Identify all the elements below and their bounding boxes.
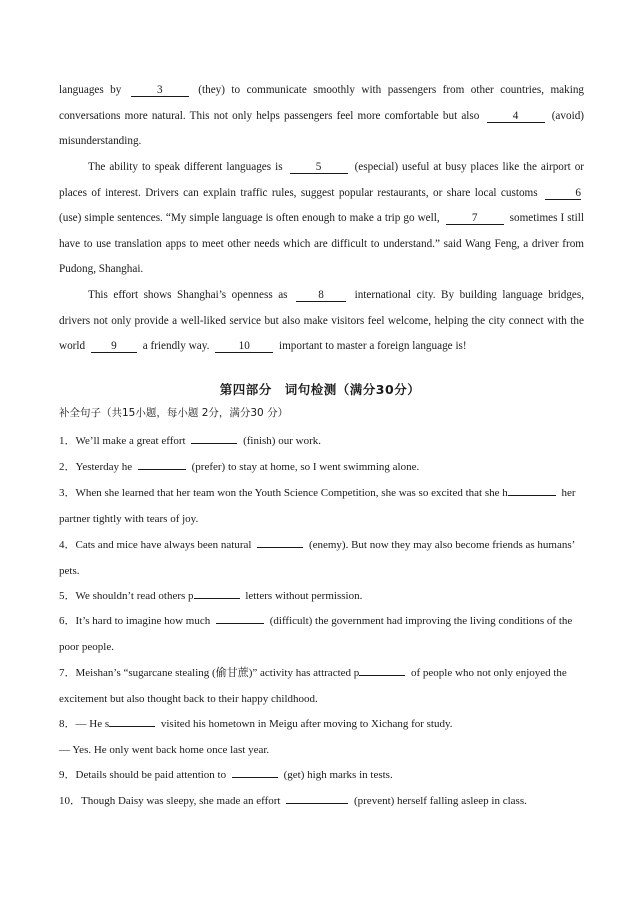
passage-text: The ability to speak different languages is [88, 161, 283, 173]
passage-paragraph-2 [59, 155, 584, 283]
question-text: (enemy). But now they may also become friends as humans’ pets. [59, 539, 575, 577]
answer-blank[interactable] [191, 433, 237, 444]
question-3 [59, 481, 584, 532]
blank-9[interactable]: 9 [91, 340, 137, 353]
question-text: We shouldn’t read others p [75, 590, 194, 602]
answer-blank[interactable] [109, 716, 155, 727]
question-5 [59, 584, 584, 610]
blank-8[interactable]: 8 [296, 289, 346, 302]
question-number: 5． [59, 590, 76, 602]
question-number: 4． [59, 539, 76, 551]
blank-6[interactable]: 6 [545, 187, 581, 200]
question-number: 1． [59, 435, 76, 447]
blank-10[interactable]: 10 [215, 340, 273, 353]
passage-text: This effort shows Shanghai’s openness as [88, 289, 288, 301]
question-text: When she learned that her team won the Youth Science Competition, she was so excited that she h [75, 487, 508, 499]
passage-text: (they) to communicate smoothly with passengers from other countries, making conversations more natural. This not only helps passengers feel more comfortable but also [59, 84, 585, 122]
question-number: 3． [59, 487, 76, 499]
question-10 [59, 789, 584, 815]
passage-text: important to master a foreign language is! [278, 340, 467, 353]
blank-3[interactable]: 3 [131, 84, 189, 97]
question-text: of people who not only enjoyed the excitement but also thought back to their happy childhood. [59, 667, 567, 705]
question-7 [59, 661, 584, 712]
question-2 [59, 455, 584, 481]
passage-text: (avoid) misunderstanding. [59, 109, 585, 148]
question-text: visited his hometown in Meigu after moving to Xichang for study. [160, 718, 453, 730]
passage-text: languages by [59, 84, 122, 96]
question-text: (difficult) the government had improving the living conditions of the poor people. [59, 615, 573, 653]
section-title: 第四部分 词句检测（满分30分） [219, 382, 421, 397]
question-text: We’ll make a great effort [75, 435, 186, 447]
question-text: It’s hard to imagine how much [75, 615, 211, 627]
question-number: 9． [59, 769, 76, 781]
question-number: 10． [59, 795, 81, 807]
passage-text: sometimes I still have to use translation apps to meet other needs which are difficult to understand.” said Wang Feng, a driver from Pudong, Shanghai. [59, 212, 584, 276]
question-text: Details should be paid attention to [75, 769, 227, 781]
question-text: Meishan’s “sugarcane stealing (偷甘蔗)” activity has attracted p [75, 667, 360, 679]
passage-text: (especial) useful at busy places like the airport or places of interest. Drivers can explain traffic rules, suggest popular restaurants, or share local customs [59, 161, 585, 199]
blank-7[interactable]: 7 [446, 212, 504, 225]
answer-blank[interactable] [286, 793, 348, 804]
passage-paragraph-1 [59, 78, 584, 155]
passage-text: (use) simple sentences. “My simple language is often enough to make a trip go well, [59, 212, 440, 225]
question-number: 7． [59, 667, 76, 679]
answer-blank[interactable] [138, 459, 186, 470]
question-4 [59, 533, 584, 584]
answer-blank[interactable] [359, 665, 405, 676]
answer-blank[interactable] [508, 485, 556, 496]
section-instruction: 补全句子（共15小题，每小题 2分，满分30 分） [59, 407, 289, 419]
passage-text: international city. By building language bridges, drivers not only provide a well-liked service but also make visitors feel welcome, helping the city connect with the world [59, 289, 585, 353]
question-text: her partner tightly with tears of joy. [59, 487, 576, 525]
answer-blank[interactable] [232, 767, 278, 778]
question-8 [59, 712, 584, 763]
answer-blank[interactable] [216, 613, 264, 624]
question-text: Cats and mice have always been natural [75, 539, 252, 551]
question-text: (finish) our work. [243, 435, 321, 447]
question-dialog-line: — Yes. He only went back home once last year. [59, 743, 270, 756]
blank-4[interactable]: 4 [487, 110, 545, 123]
question-6 [59, 609, 584, 660]
passage-paragraph-3 [59, 283, 584, 360]
question-text: Yesterday he [75, 461, 133, 473]
question-text: Though Daisy was sleepy, she made an effort [81, 795, 281, 807]
question-number: 8． [59, 718, 76, 730]
question-text: (get) high marks in tests. [283, 769, 393, 781]
question-text: letters without permission. [245, 590, 363, 602]
blank-5[interactable]: 5 [290, 161, 348, 174]
answer-blank[interactable] [257, 537, 303, 548]
question-text: (prevent) herself falling asleep in class. [353, 795, 527, 807]
question-number: 6． [59, 615, 76, 627]
question-number: 2． [59, 461, 76, 473]
question-text: — He s [75, 718, 110, 730]
answer-blank[interactable] [194, 588, 240, 599]
question-text: (prefer) to stay at home, so I went swimming alone. [191, 461, 420, 473]
passage-text: a friendly way. [142, 340, 210, 353]
question-1 [59, 429, 584, 455]
question-9 [59, 763, 584, 789]
